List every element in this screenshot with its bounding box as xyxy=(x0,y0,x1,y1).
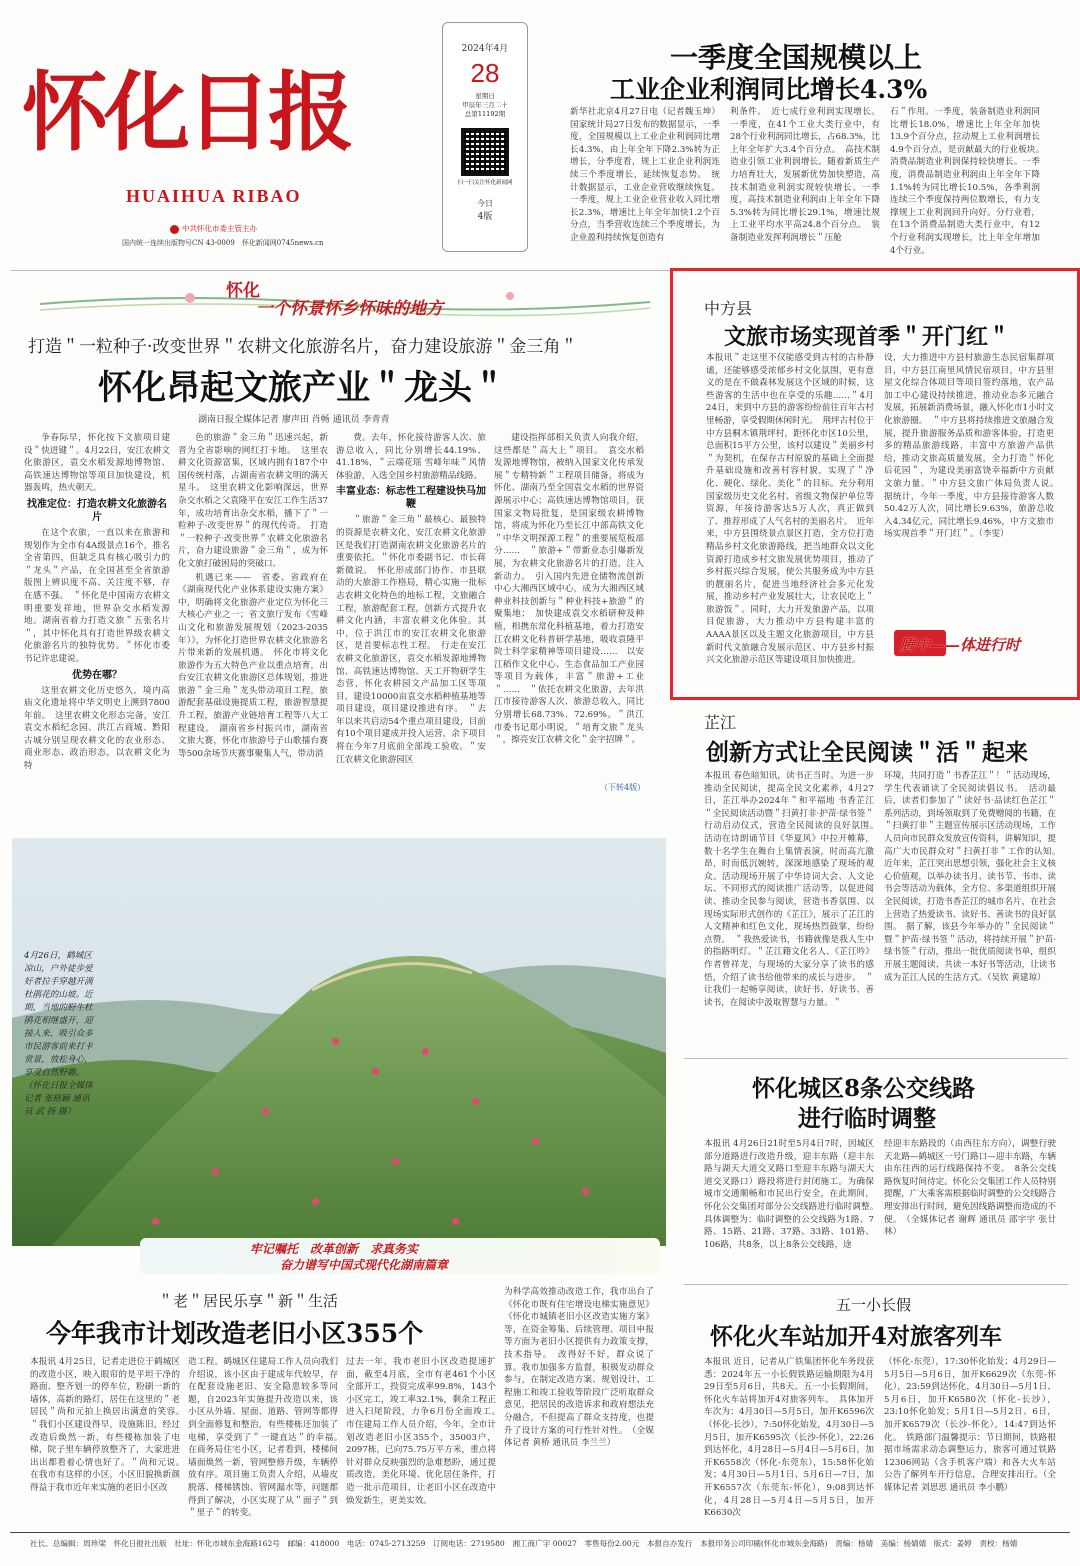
zhijiang-region: 芷江 xyxy=(704,713,737,732)
azalea-flower xyxy=(392,1158,399,1165)
date-box xyxy=(442,22,528,252)
azalea-flower xyxy=(582,1188,589,1195)
zhijiang-headline[interactable]: 创新方式让全民阅读＂活＂起来 xyxy=(706,739,1028,766)
azalea-flower xyxy=(152,1218,159,1225)
azalea-flower xyxy=(212,1168,219,1175)
banner-slogan: 一个怀景怀乡怀味的地方 xyxy=(256,299,443,319)
issue-number: 总第11192期 xyxy=(464,110,506,118)
community-col-3: 过去一年，我市老旧小区改造提速扩面，截至4月底，全市有老461个小区全部开工，投资完成率99.8%，143个小区完工，竣工率32.1%，剩余工程正进入扫尾阶段，力争6月份全面竣工。 市住建局工作人员介绍，今年，全市计划改造老旧小区355个，35003户，2097栋，已向75.75万平方米，重点将针对群众反映强烈的急难愁盼，通过提质改造，美化环境、优化居住条件，打造一批示范项目，让老旧小区在改造中焕发新生，更美实效。 xyxy=(346,1357,505,1506)
azalea-flower xyxy=(422,1048,429,1055)
lead-title-line2[interactable]: 工业企业利润同比增长4.3% xyxy=(610,75,928,104)
bus-article xyxy=(684,1064,1070,1278)
tourism-col-3: 费。去年，怀化接待游客人次、旅游总收入，同比分别增长44.19%、41.18%，＂云端花瑶 雪峰年味＂风情体验游，入选全国乡村旅游精品线路。 丰富业态：标志性工程建设快马加鞭 ＂旅游＂金三角＂最核心、最独特的资源是农耕文化，安江农耕文化旅游区是我们打造湖南农耕文化旅游名片的重要依托。＂怀化市委副书记、市长蒋新微说。 怀化形成部门协作、市县联动的大旅游工作格局，精心实施一批标志农耕文化特色的地标工程，文旅融合工程，旅游配套工程，创新方式提升农耕文化内涵，丰富农耕文化体验。其中，位于洪江市的安江农耕文化旅游区，是首要标志性工程。 行走在安江农耕文化旅游区，袁交水稻发源地博物馆、高铁速达博物馆、天工开物研学生态营，怀化农耕园文产品加工区等项目，建设10000亩袁交水稻种植基地等项目建设，项目建设推进有序。 ＂去年以来共启动54个重点项目建设，目前有10个项目建成并投入运营，余下项目将在今年7月底前全部竣工验收。＂安江农耕文化旅游园区 xyxy=(336,433,486,765)
lunar-date: 甲辰年三月二十 xyxy=(462,101,508,109)
zhongfang-col-2: 设，大力推进中方县村旅游生态民宿集群项目，中方县江南里风情民宿项目，中方县里屋文化综合体项目等项目签约落地，农产品加工中心建设持续推进，推动业态多元融合发展，拓展新消费场景，融入怀化市1小时文化旅游圈。 ＂中方县将持续推进文旅融合发展，提升旅游服务品质和游客体验，打造更多的精品旅游线路，丰富中方旅游产品供给，推动文旅高质量发展，全力打造＂怀化后花园＂，为建设美丽富饶幸福新中方贡献文旅力量。＂中方县文旅广体局负责人说。 据统计，今年一季度，中方县接待游客人数50.42万人次，同比增长9.63%，旅游总收入4.34亿元，同比增长9.46%，中方文旅市场实现首季＂开门红＂。（李雯） xyxy=(884,353,1063,540)
train-col-1: 本报讯 近日，记者从广铁集团怀化车务段获悉：2024年五一小长假铁路运输期限为4月29日至5月6日，共8天。五一小长假期间，怀化火车站将加开4对旅客列车。 具体加开车次为：4月30日—5月5日，加开K6596次（怀化-长沙），7:50怀化始发，4月30日—5月5日，加开K6595次（长沙-怀化），22:26到达怀化，4月28日—5月4日—5月6日，加开K6558次（怀化-东莞东），15:58怀化始发；4月30日—5月1日、5月6日—7日，加开K6557次（东莞东-怀化），9:08到达怀化，4月28日—5月4日—5月5日，加开K6630次 xyxy=(704,1357,874,1519)
azalea-flower xyxy=(452,1218,459,1225)
tourism-col-2: 色的旅游＂金三角＂迅速兴起，新晋为全省影响的网红打卡地。 这里农耕文化资源富集，区域内拥有187个中国传统村落，占湖南省农耕文明的满天星斗。 这里农耕文化影响深远，世界杂交水稻之父袁隆平在安江工作生活37年，成功培育出杂交水稻，播下了＂一粒种子·改变世界＂的现代传奇。 打造＂一粒种子·改变世界＂农耕文化旅游名片，奋力建设旅游＂金三角＂，成为怀化文旅打破困局的突破口。 机遇已来—— 省委、省政府在《湖南现代化产业体系建设实施方案》中，明确将文化旅游产业定位为怀化三大核心产业之一；省文旅厅发布《雪峰山文化和旅游发展规划（2023-2035年）》，为怀化打造世界农耕文化旅游名片带来新的发展机遇。 怀化市将文化旅游作为五大特色产业以重点培育，出台安江农耕文化旅游区总体规划，推进旅游＂金三角＂龙头带动项目工程，旅游配套基础设施提质工程，旅游智慧提升工程，旅游产业链培育工程等八大工程建设。 湖南省乡村振兴市，湖南省文旅大赛，怀化市旅游号子山歌擂台赛等500余场节庆赛事聚集人气，带动消 xyxy=(178,433,328,759)
community-col-1: 本报讯 4月25日，记者走进位于鹤城区的改造小区，映入眼帘的是平坦干净的路面、整齐划一的停车位，粉刷一新的墙体，高新的路灯，居住在这里的＂老居民＂尚和元拍上换居出满意的笑容。 ＂我们小区建设得早，设施陈旧，经过改造后焕然一新，有些楼栋加装了电梯，院子里车辆停放整齐了，大家进进出出都看着心情也好了。＂尚和元说。 在我市有这样的小区，小区旧貌换新颜得益于我市近年来实施的老旧小区改 xyxy=(30,1357,189,1493)
zhijiang-article xyxy=(684,708,1070,1048)
day: 28 xyxy=(470,58,500,88)
tourism-byline: 湖南日报全媒体记者 廖声田 肖畅 通讯员 李青青 xyxy=(198,415,390,425)
issn-line: 国内统一连续出版物号CN 43-0009 怀化新闻网0745news.cn xyxy=(122,239,324,247)
azalea-flower xyxy=(262,1108,269,1115)
slogan-line1: 牢记嘱托 改革创新 求真务实 xyxy=(250,1242,419,1256)
slogan-banner xyxy=(140,1238,660,1274)
bus-col-1: 本报讯 4月26日21时至5月4日7时，因城区部分道路进行改造升级，迎丰东路（迎丰东路与湖天大道交叉路口至迎丰东路与湖天大道交叉路口）路段将进行封闭施工。为确保城市交通顺畅和市民出行安全，在此期间，怀化公交集团对部分公交线路进行临时调整。 具体调整为：临时调整的公交线路为1路、7路、15路、21路、37路、33路、101路、106路，共8条，以上8条公交线路，途 xyxy=(704,1139,883,1250)
masthead-pinyin: HUAIHUA RIBAO xyxy=(126,186,302,206)
photo-caption: 4月26日，鹤城区凉山，户外徒步爱好者拉手穿越开满杜鹃花的山坡。近期，当地的野生杜鹃花相继盛开，迎接人来，吸引众多市民游客前来打卡赏景，放松身心，享受自然野趣。 （怀化日报全媒体记者 张格颖 通讯员 武 扬 摄） xyxy=(24,951,93,1117)
lead-title-line1[interactable]: 一季度全国规模以上 xyxy=(670,41,923,74)
train-article xyxy=(684,1290,1070,1526)
tourism-article xyxy=(20,328,660,798)
lead-col-3: 石＂作用。一季度，装备制造业利润同比增长18.0%，增速比上年全年加快13.9个百分点，拉动规上工业利润增长4.9个百分点，是贡献最大的行业板块。 消费品制造业利润保持较快增长。一季度，消费品制造业利润由上年全年下降1.1%转为同比增长10.5%，各季利润连续三个季度保持两位数增长，有力支撑规上工业利润回升向好。分行业看，在13个消费品制造大类行业中，有12个行业利润实现增长，比上年全年增加4个行业。 xyxy=(890,107,1049,256)
tourism-headline[interactable]: 怀化昂起文旅产业＂龙头＂ xyxy=(98,368,506,408)
bus-headline-line2[interactable]: 进行临时调整 xyxy=(798,1105,936,1132)
lead-col-1: 新华社北京4月27日电（记者魏玉坤）国家统计局27日发布的数据显示，一季度，全国规模以上工业企业利润同比增长4.3%，由上年全年下降2.3%转为正增长，分季度看，规上工业企业利润连续三个季度增长，延续恢复态势。 统计数据显示，工业企业营收继续恢复。一季度，规上工业企业营业收入同比增长2.3%，增速比上年全年加快1.2个百分点，当季营收连续三个季度增长，为企业盈利持续恢复创造有 xyxy=(570,107,720,243)
zhongfang-tag xyxy=(894,630,1044,660)
train-col-2: （怀化-东莞），17:30怀化始发；4月29日—5月5日—5月6日，加开K6629次（东莞-怀化），23:59到达怀化，4月30日—5月1日、5月6日，加开K6580次（怀化-长沙），23:10怀化始发；5月1日—5月2日、6日，加开K6579次（长沙-怀化），14:47到达怀化。 铁路部门温馨提示：节日期间，铁路根据市场需求动态调整运力，旅客可通过铁路12306网站（含手机客户端）和各大火车站公告了解列车开行信息，合理安排出行。（全媒体记者 刘思思 通讯员 李小鹏） xyxy=(884,1357,1056,1493)
footer-info: 社长、总编辑：周珍梁 怀化日报社出版 社址：怀化市城东金海路162号 邮编：418000 电话：0745-2713259 订阅电话：2719580 湘工商广字 00027 零售每份2.00元 本报自办发行 本报印务公司印刷(怀化市城东金海路) 责编：杨婧 美编：杨婧婧 版式：姜婷 责校：杨婧 xyxy=(30,1539,1018,1548)
party-emblem-icon xyxy=(170,225,179,234)
tourism-col-4: 建设指挥部相关负责人向我介绍，这些都是＂高大上＂项目。 袁交水稻发源地博物馆，被纳入国家文化传承发展＂专精特新＂工程项目储备，将成为怀化、湖南乃至全国袁交水稻的世界资源展示中心；高铁速达博物馆项目，获国家文物局批复，是国家级农耕博物馆，将成为怀化乃至长江中部高铁文化＂中华文明探源工程＂的重要展览板部分…… ＂旅游+＂带新业态引爆新发展，为农耕文化旅游名片的打造，注入新动力。 引入国内先进仓储物流创新中心大湘西区域中心，成为大湘西区域种业科技创新与＂种业科技+旅游＂的聚集地； 加快建成袁交水稻研种及种植，相携东常化科植基地，着力打造安江农耕文化科普研学基地，吸收袁隆平院士科学家精神等项目建设…… 以安江稻作文化中心、生态食品加工产业园等项目为载体，丰富＂旅游+工业＂…… ＂依托农耕文化旅游，去年洪江市接待游客人次、旅游总收入，同比分别增长68.73%、72.69%。＂洪江市委书记郑小明说，＂培育文旅＂龙头＂，擦亮安江农耕文化＂金字招牌＂。 xyxy=(494,433,644,746)
azalea-flower xyxy=(532,1138,539,1145)
bus-headline-line1[interactable]: 怀化城区8条公交线路 xyxy=(752,1075,976,1102)
azalea-flower xyxy=(472,1098,479,1105)
feature-banner xyxy=(40,276,650,322)
bus-col-2: 经迎丰东路段的（由西往东方向），调整行驶天北路—鹤城区一号门路口—迎丰东路，车辆由东往西的运行线路保持不变。 8条公交线路恢复时间待定。怀化公交集团工作人员特别提醒，广大乘客需根据临时调整的公交线路合理安排出行时间，避免因线路调整而造成的不便。 （全媒体记者 谢辉 通讯员 邵宇宇 张廿林） xyxy=(884,1139,1056,1238)
masthead-title: 怀化日报 xyxy=(22,62,350,163)
zhijiang-col-2: 环境，共同打造＂书香芷江＂！＂活动现场，学生代表诵读了全民阅读倡议书。 活动最后，读者们参加了＂读好书·品读红色芷江＂系列活动，到场领取到了免费赠阅的书籍，在＂扫黄打非＂主题宣传展示区活动现场，工作人员向市民群众发放宣传资料，讲解知识，提高广大市民群众对＂扫黄打非＂工作的认知。 近年来，芷江突出思想引领，强化社会主义核心价值观，以举办读书月、读书节、书市、读书会等活动为载体，全方位、多渠道组织开展全民阅读，打造书香芷江的城市名片，在社会上营造了热爱读书、读好书、善读书的良好氛围。 据了解，该县今年举办的＂全民阅读＂暨＂护苗·绿书签＂活动，将持续开展＂护苗·绿书签＂行动，推出一批优质阅读书单，组织开展主题阅读、共读一本好书等活动，让读书成为芷江人民的生活方式。（吴钦 黄建琼） xyxy=(884,771,1065,983)
slogan-line2: 奋力谱写中国式现代化湖南篇章 xyxy=(280,1258,449,1272)
zhongfang-article xyxy=(684,290,1068,684)
lead-col-2: 利条件。 近七成行业利润实现增长。一季度，在41个工业大类行业中，有28个行业利润同比增长，占68.3%，比上年全年扩大3.4个百分点。 高技术制造业引领工业利润增长。随着新质生产力培育壮大，发展新优势加快塑造，高技术制造业利润实现较快增长。一季度，高技术制造业利润由上年全年下降5.3%转为同比增长29.1%，增速比规上工业平均水平高24.8个百分点。 装备制造业发挥利润增长＂压舱 xyxy=(730,107,880,243)
zhongfang-col-1: 本报讯＂走这里不仅能感受到古村的古朴静谧，还能够感受浓郁乡村文化氛围，更有意义的是在不做森林发展这个区域的时候，这些游客的生活中也在享受的乐趣……＂4月24日，来到中方县的游客纷纷前往百年古村里畅游，享受假期休闲时光。 荆坪古村位于中方县桐木镇荆坪村，距怀化市区10公里，总面积15平方公里，该村以建设＂美丽乡村＂为契机，在保存古村原貌的基础上全面提升基础设施和改善村容村貌，实现了＂净化、硬化、绿化、美化＂的目标。充分利用国家级历史文化名村、省级文物保护单位等资源，年接待游客达5万人次，真正做到了、推荐形成了人气名村的美丽名片。 近年来，中方县围绕景点景区打造，全方位打造精品乡村文化旅游路线，把当地群众以文化资源打造成乡村文旅发展优势项目，推动了乡村振兴综合发展，使公共服务成为中方县的靓丽名片，促进当地经济社会多元化发展，推动乡村产业发展壮大，让农民吃上＂旅游饭＂。同时，大力开发旅游产品，以项目促旅游，大力推动中方县构建丰富的AAAA景区以及主题文化旅游项目，中方县新时代文旅融合发展示范区、中方县乡村振兴文化旅游示范区等建设项目加快推进。 xyxy=(706,353,874,666)
divider-right-1 xyxy=(684,1058,1068,1059)
tourism-col-1: 争春际早，怀化按下文旅项目建设＂快进键＂。4月22日，安江农耕文化旅游区，袁交水稻发源地博物馆、高铁速达博物馆等项目加快建设，机器轰鸣，热火朝天。 找准定位：打造农耕文化旅游名片 在这个农旅，一直以来在旅游和规划作为全市有4A级景点16个，推名全省第四，但缺乏具有核心吸引力的＂龙头＂产品，在全国甚至全省旅游版图上辨识度不高、关注度不够，存在感不强。 ＂怀化是中国南方农耕文明重要发祥地，世界杂交水稻发源地。湖南省着力打造文旅＂五张名片＂，其中怀化具有打造世界级农耕文化旅游名片的独特优势。＂怀化市委书记许忠建说。 优势在哪？ 这里农耕文化历史悠久，境内高庙文化遗址将中华文明史上溯到7800年前。 这里农耕文化形态完备，安江袁交水稻纪念园、洪江古商城、黔阳古城分别呈现农耕文化的农业形态、商业形态、政治形态，以农耕文化为特 xyxy=(24,433,170,772)
azalea-flower xyxy=(372,1068,379,1075)
zhongfang-headline[interactable]: 文旅市场实现首季＂开门红＂ xyxy=(724,324,1011,350)
divider-right-2 xyxy=(684,1284,1068,1285)
azalea-flower xyxy=(332,1038,339,1045)
year-month: 2024年4月 xyxy=(461,44,509,54)
train-headline[interactable]: 怀化火车站加开4对旅客列车 xyxy=(710,1323,1003,1350)
tourism-kicker: 打造＂一粒种子·改变世界＂农耕文化旅游名片，奋力建设旅游＂金三角＂ xyxy=(28,337,578,357)
qr-code[interactable] xyxy=(461,128,509,176)
azalea-flower xyxy=(312,1198,319,1205)
publisher-line: 中共怀化市委主管主办 xyxy=(170,223,257,234)
continued-link[interactable]: （下转4版） xyxy=(600,783,646,792)
mountain-landscape-icon xyxy=(12,838,666,1246)
footer-rule xyxy=(10,1532,1070,1533)
azalea-mountain-photo xyxy=(12,838,666,1246)
community-kicker: ＂老＂居民乐享＂新＂生活 xyxy=(158,1292,339,1310)
community-headline[interactable]: 今年我市计划改造老旧小区355个 xyxy=(46,1319,424,1348)
masthead xyxy=(14,60,434,260)
page-count: 4版 xyxy=(477,212,493,222)
qr-caption: 扫一扫关注怀化新闻网 xyxy=(457,180,513,186)
zhijiang-col-1: 本报讯 春色暗知讯，读书正当时。为进一步推动全民阅读，提高全民文化素养，4月27日，芷江举办2024年＂和平福地 书香芷江＂全民阅读活动暨＂扫黄打非·护苗·绿书签＂行动启动仪式，营造全民阅读的良好氛围。 活动在诗朗诵节目《华夏风》中拉开帷幕，数十名学生在舞台上集情表演，时而高亢激昂，时而低沉婉转，深深地感染了现场的观众。活动现场开展了中华诗词大会、人文论坛、不同形式的阅读推广活动等，以促进阅读、推动全民参与阅读，营造书香氛围、以现场实际形式创作的《芷江》，展示了芷江的人文精神和红色文化，现场热烈鼓掌，纷纷点赞。 ＂我热爱读书，书籍就像是我人生中的指路明灯。＂芷江籍文化名人、《芷江吟》作者曾祥龙，与现场的大家分享了读书的感悟，介绍了读书给他带来的成长与进步。 ＂让我们一起畅享阅读，读好书、好读书、善读书，在阅读中汲取智慧与力量。＂ xyxy=(704,771,883,1008)
community-col-2: 造工程。鹤城区住建局工作人员向我们介绍说，该小区由于建成年代较早，存在配套设施老旧、安全隐患较多等问题，自2023年实施提升改造以来，该小区从外墙、屋面、道路、管网等都得到全面修复和整治，有些楼栋还加装了电梯，享受到了＂一键直达＂的幸福。 在商务局住宅小区，记者看到，楼梯间墙面焕然一新，管网整修升级，车辆停放有序。项目施工负责人介绍，从墙皮脱落、楼梯锈蚀、管网漏水等，问题都得到了解决，小区实现了从＂面子＂到＂里子＂的转变。 xyxy=(188,1357,347,1519)
lead-story xyxy=(560,26,1070,266)
zhongfang-tag-text: 腾中——体进行时 xyxy=(900,636,1021,654)
pages-label: 今日 xyxy=(477,199,493,208)
train-kicker: 五一小长假 xyxy=(836,1296,912,1314)
old-community-article xyxy=(20,1280,670,1520)
banner-brand: 怀化 xyxy=(226,281,260,301)
weekday: 星期日 xyxy=(475,92,495,100)
zhongfang-region: 中方县 xyxy=(704,299,753,318)
community-col-4: 为科学高效推动改造工作，我市出台了《怀化市既有住宅增设电梯实施意见》《怀化市城镇老旧小区改造实施方案》等，在资金筹集、后续管理、项目申报等方面为老旧小区提供有力政策支撑，技术指导。 改得好不好，群众说了算。我市加强多方监督，积极发动群众参与，在制定改造方案、规划设计、工程施工和竣工验收等阶段广泛听取群众意见，把居民的改造诉求和政府想法充分融合，不但提高了群众支持度，也提升了设计方案的可行性针对性。 （全媒体记者 黄桥 通讯员 李兰兰） xyxy=(504,1287,654,1449)
